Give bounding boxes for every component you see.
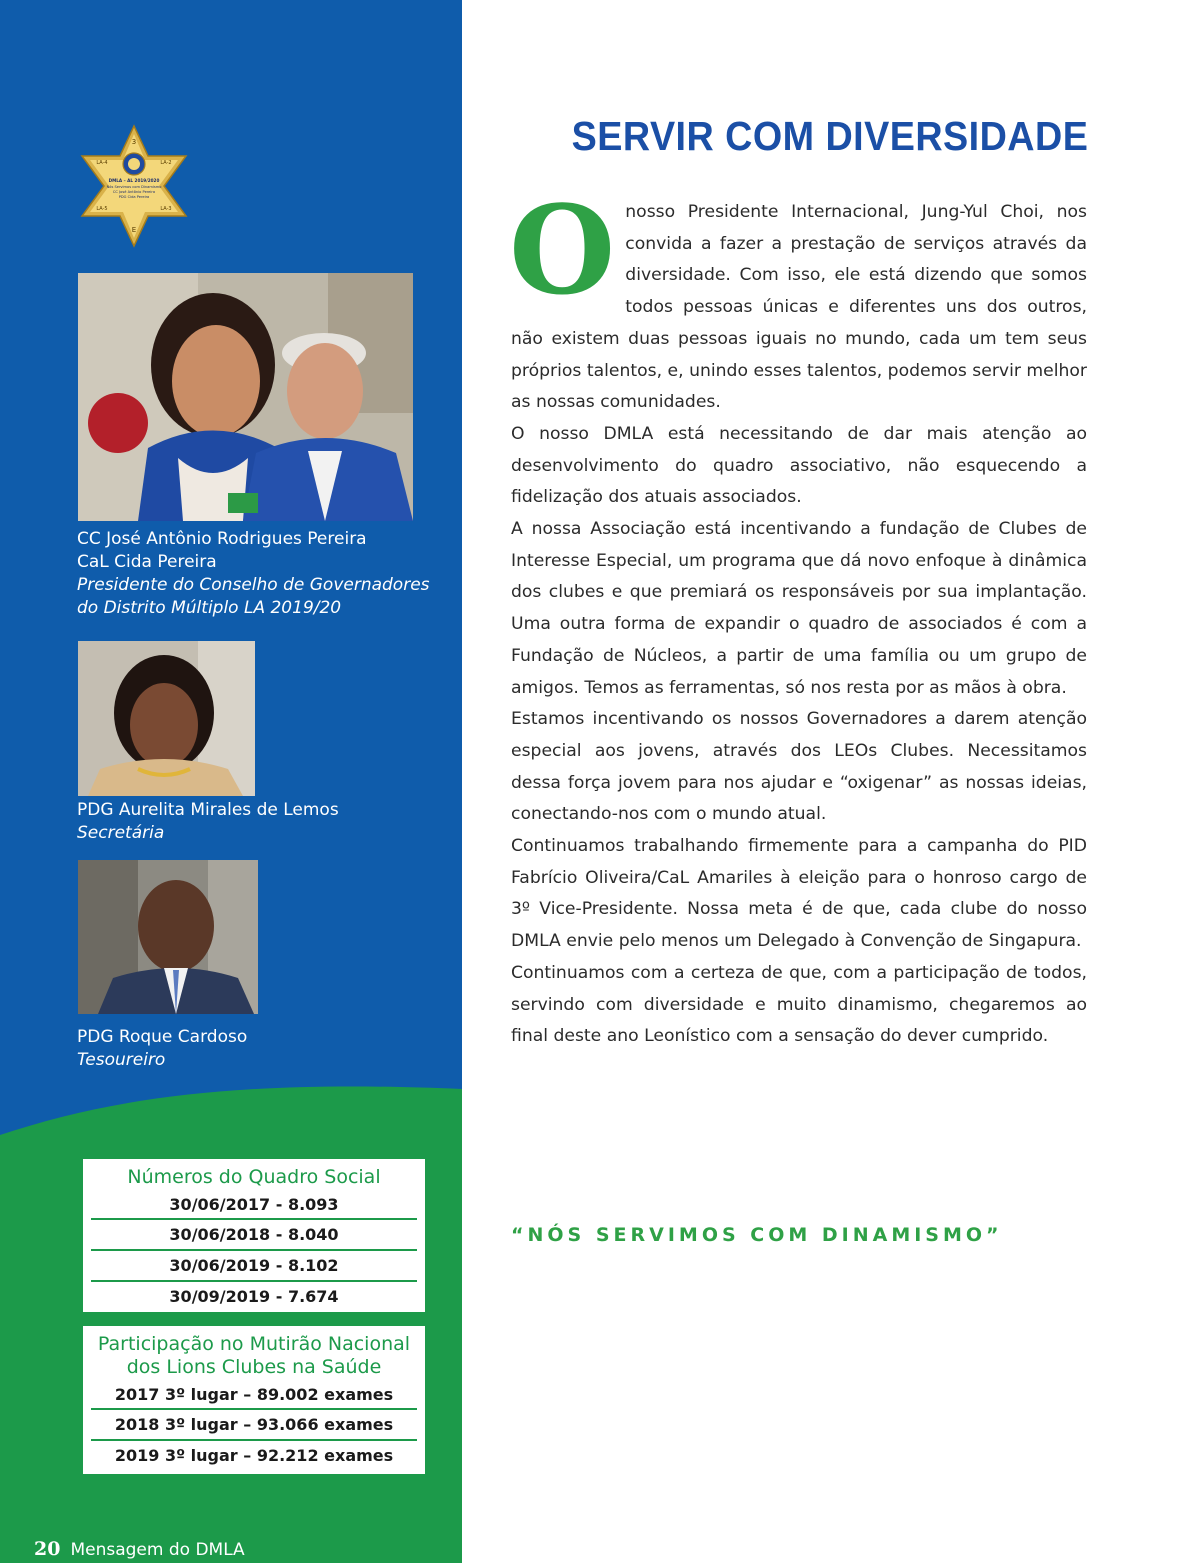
mutirao-title: dos Lions Clubes na Saúde (126, 1356, 382, 1378)
green-wave-background (0, 1085, 462, 1563)
person-role: Secretária (77, 823, 165, 843)
mutirao-row: 2017 3º lugar – 89.002 exames (114, 1385, 394, 1404)
article-paragraph: Continuamos com a certeza de que, com a participação de todos, servindo com diversidade e muito dinamismo, chegaremos ao final deste ano Leonístico com a sensação do dever cumprido. (511, 962, 1087, 1047)
article-paragraph: O nosso DMLA está necessitando de dar mais atenção ao desenvolvimento do quadro associativo, não esquecendo a fidelização dos atuais associados. (511, 423, 1087, 508)
page-number: 20 (34, 1538, 61, 1560)
paragraph-text: nosso Presidente Internacional, Jung-Yul Choi, nos convida a fazer a prestação de serviços através da diversidade. Com isso, ele está dizendo que somos todos pessoas únicas e diferentes uns dos outros, não existem duas pessoas iguais no mundo, cada um tem seus próprios talentos, e, unindo esses talentos, podemos servir melhor as nossas comunidades. (511, 202, 1087, 413)
sidebar (0, 0, 462, 1563)
mutirao-row: 2019 3º lugar – 92.212 exames (91, 1439, 417, 1470)
drop-cap: O (509, 178, 616, 322)
badge-point-left-bottom: LA-5 (96, 206, 108, 212)
photo-secretary (78, 641, 255, 796)
quadro-social-row: 30/06/2018 - 8.040 (91, 1218, 417, 1249)
badge-line-1: DMLA – AL 2019/2020 (108, 178, 160, 183)
mutirao-title: Participação no Mutirão Nacional (97, 1333, 411, 1355)
badge-line-2: Nós Servimos com Dinamismo (106, 185, 162, 189)
badge-point-right-bottom: LA-3 (160, 206, 172, 212)
page-footer (34, 1538, 245, 1560)
quadro-social-row: 30/06/2019 - 8.102 (91, 1249, 417, 1280)
article-paragraph: A nossa Associação está incentivando a fundação de Clubes de Interesse Especial, um programa que dá novo enfoque à dinâmica dos clubes e que premiará os responsáveis por sua implantação. Uma outra forma de expandir o quadro de associados é com a Fundação de Núcleos, a partir de uma família ou um grupo de amigos. Temos as ferramentas, só nos resta por as mãos à obra. (511, 519, 1087, 698)
photo-couple (78, 273, 413, 521)
dmla-star-badge (78, 124, 190, 248)
article-body (509, 178, 1087, 1053)
motto: “NÓS SERVIMOS COM DINAMISMO” (511, 1224, 1003, 1246)
section-name: Mensagem do DMLA (70, 1540, 245, 1560)
quadro-social-row: 30/06/2017 - 8.093 (169, 1195, 339, 1214)
badge-line-3: CC José Antônio Pereira (112, 190, 156, 194)
article-paragraph: Estamos incentivando os nossos Governadores a darem atenção especial aos jovens, através dos LEOs Clubes. Necessitamos dessa força jovem para nos ajudar e “oxigenar” as nossas ideias, conectando-nos com o mundo atual. (511, 709, 1087, 825)
caption-secretary (77, 799, 339, 845)
person-role: Presidente do Conselho de Governadores (77, 575, 430, 595)
person-name: CC José Antônio Rodrigues Pereira (77, 529, 367, 549)
photo-treasurer (78, 860, 258, 1014)
badge-point-top: 3 (131, 138, 137, 146)
badge-line-4: PDG Cida Pereira (118, 195, 150, 199)
person-role: do Distrito Múltiplo LA 2019/20 (77, 598, 342, 618)
page-title: SERVIR COM DIVERSIDADE (571, 113, 1089, 159)
mutirao-row: 2018 3º lugar – 93.066 exames (91, 1408, 417, 1439)
quadro-social-box (83, 1159, 425, 1312)
article-paragraph (509, 178, 1087, 419)
person-name: PDG Aurelita Mirales de Lemos (77, 800, 339, 820)
badge-point-right-top: LA-2 (160, 160, 172, 166)
caption-president (77, 528, 430, 620)
mutirao-box (83, 1326, 425, 1474)
person-name: CaL Cida Pereira (77, 552, 217, 572)
article-paragraph: Continuamos trabalhando firmemente para a campanha do PID Fabrício Oliveira/CaL Amariles à eleição para o honroso cargo de 3º Vice-Presidente. Nossa meta é de que, cada clube do nosso DMLA envie pelo menos um Delegado à Convenção de Singapura. (511, 836, 1087, 952)
quadro-social-title: Números do Quadro Social (127, 1166, 381, 1188)
person-name: PDG Roque Cardoso (77, 1027, 248, 1047)
badge-point-left-top: LA-4 (96, 160, 108, 166)
caption-treasurer (77, 1026, 247, 1072)
person-role: Tesoureiro (77, 1050, 166, 1070)
quadro-social-row: 30/09/2019 - 7.674 (91, 1280, 417, 1311)
badge-point-bottom: E (131, 226, 137, 234)
